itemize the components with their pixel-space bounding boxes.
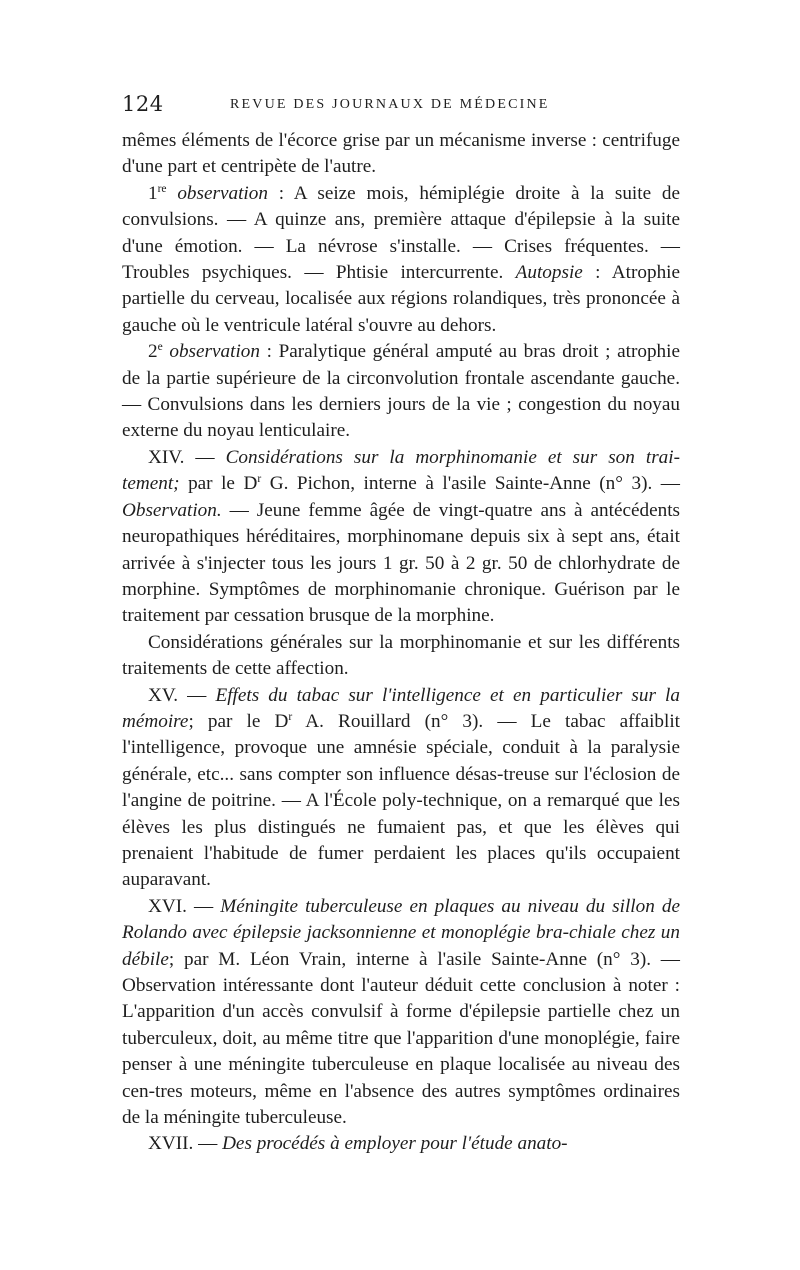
article-number: XVII. — — [148, 1133, 223, 1155]
observation-label: observation — [166, 182, 268, 204]
paragraph-text: G. Pichon, interne à l'asile Sainte-Anne (n° 3). — — [261, 473, 680, 495]
paragraph-second-observation — [122, 339, 680, 445]
ordinal-suffix: re — [157, 182, 167, 195]
observation-number: 1 — [148, 182, 158, 204]
paragraph-text: mêmes éléments de l'écorce grise par un mécanisme inverse : centrifuge d'une part et centripète de l'autre. — [122, 130, 680, 178]
paragraph-first-observation — [122, 181, 680, 339]
article-title: Méningite tuberculeuse en plaques au niveau du sillon de Rolando avec épilepsie jacksonnienne et monoplégie bra-chiale chez un débile — [122, 895, 680, 970]
article-xvi — [122, 894, 680, 1132]
ordinal-suffix: e — [157, 341, 163, 354]
paragraph-text: A. Rouillard (n° 3). — Le tabac affaiblit l'intelligence, provoque une amnésie spéciale, conduit à la paralysie générale, etc... sans compter son influence désas-treuse sur l'éclosion de l'angine de poitrine. — A l'École poly-technique, on a remarqué que les élèves les plus distingués ne fumaient pas, et que les élèves qui prenaient l'habitude de fumer perdaient les places qu'ils occupaient auparavant. — [122, 710, 680, 891]
article-xvii — [122, 1131, 680, 1157]
observation-label: observation — [162, 341, 260, 363]
article-title: Considérations sur la morphinomanie et sur son trai-tement; — [122, 446, 680, 495]
paragraph-text: Considérations générales sur la morphinomanie et sur les différents traitements de cette affection. — [122, 631, 680, 680]
journal-title: REVUE DES JOURNAUX DE MÉDECINE — [230, 97, 550, 112]
article-xv — [122, 683, 680, 894]
body-text — [122, 128, 680, 1158]
paragraph-considerations — [122, 630, 680, 683]
article-title: Des procédés à employer pour l'étude anato- — [222, 1133, 568, 1155]
paragraph-text: : A seize mois, hémiplégie droite à la suite de convulsions. — A quinze ans, première attaque d'épilepsie à la suite d'une émotion. — La névrose s'installe. — Crises fréquentes. — Troubles psychiques. — Phtisie intercurrente. — [122, 182, 680, 284]
paragraph-text: — Jeune femme âgée de vingt-quatre ans à antécédents neuropathiques héréditaires, morphinomane depuis six à sept ans, était arrivée à s'injecter tous les jours 1 gr. 50 à 2 gr. 50 de chlorhydrate de morphine. Symptômes de morphinomanie chronique. Guérison par le traitement par cessation brusque de la morphine. — [122, 499, 680, 627]
article-xiv — [122, 445, 680, 630]
author-prefix: ; par le D — [188, 710, 289, 732]
article-number: XIV. — — [148, 446, 226, 468]
title-suffix: r — [288, 711, 293, 724]
observation-number: 2 — [148, 341, 158, 363]
page-number: 124 — [122, 92, 164, 116]
article-number: XVI. — — [148, 895, 221, 917]
autopsy-label: Autopsie — [515, 262, 583, 284]
author-prefix: par le D — [179, 473, 258, 495]
title-suffix: r — [257, 473, 262, 486]
observation-label: Observation. — [122, 499, 222, 521]
running-head — [122, 92, 680, 122]
article-number: XV. — — [148, 684, 216, 706]
paragraph-text: : Atrophie partielle du cerveau, localisée aux régions rolandiques, très prononcée à gauche où le ventricule latéral s'ouvre au dehors. — [122, 262, 681, 336]
article-title: Effets du tabac sur l'intelligence et en particulier sur la mémoire — [122, 684, 680, 732]
paragraph-text: ; par M. Léon Vrain, interne à l'asile Sainte-Anne (n° 3). — Observation intéressante dont l'auteur déduit cette conclusion à noter : L'apparition d'un accès convulsif à forme d'épilepsie partielle chez un tuberculeux, doit, au même titre que l'apparition d'une monoplégie, faire penser à une méningite tuberculeuse en plaque localisée au niveau des cen-tres moteurs, même en l'absence des autres symptômes ordinaires de la méningite tuberculeuse. — [122, 948, 680, 1129]
paragraph-text: : Paralytique général amputé au bras droit ; atrophie de la partie supérieure de la circonvolution frontale ascendante gauche. — Convulsions dans les derniers jours de la vie ; congestion du noyau externe du noyau lenticulaire. — [122, 341, 680, 442]
paragraph-continuation — [122, 128, 680, 181]
